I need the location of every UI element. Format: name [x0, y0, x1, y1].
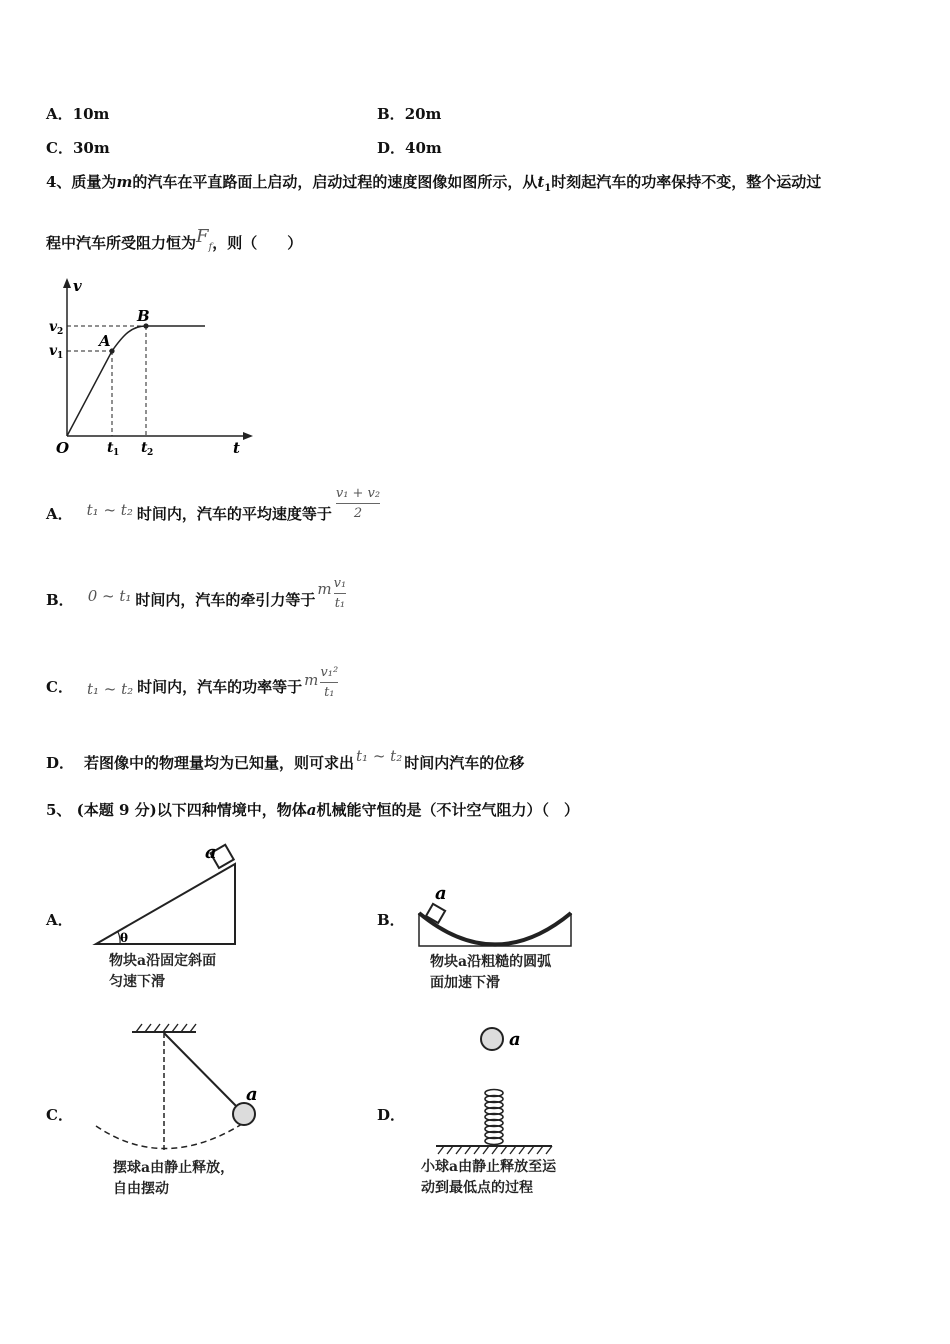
q4-option-a	[46, 485, 381, 538]
stem-text: 的汽车在平直路面上启动，启动过程的速度图像如图所示，从	[132, 173, 538, 191]
stem-text: ，则（ ）	[212, 234, 303, 252]
v2-subscript: 2	[57, 327, 64, 337]
t1-subscript: 1	[113, 448, 120, 458]
caption-line: 小球a由静止释放至运	[421, 1159, 557, 1175]
q5-b-caption	[430, 952, 551, 994]
v-axis-arrow	[63, 278, 71, 288]
pendulum-diagram	[92, 1016, 272, 1156]
fraction-avg-velocity	[336, 486, 380, 521]
q5-option-a-label: A．	[46, 911, 73, 929]
incline-triangle	[96, 864, 235, 944]
option-text: 若图像中的物理量均为已知量，则可求出	[84, 753, 355, 772]
fraction-bar	[334, 593, 347, 594]
origin-label: O	[56, 439, 70, 457]
axis-t-label: t	[233, 439, 240, 457]
object-a-label: a	[246, 1084, 258, 1105]
spring-diagram	[430, 1020, 560, 1156]
q4-stem-line2	[46, 226, 303, 255]
swing-arc	[96, 1124, 242, 1149]
incline-diagram	[92, 838, 252, 950]
ball	[481, 1028, 503, 1050]
t-axis-arrow	[243, 432, 253, 440]
q5-c-caption	[113, 1158, 234, 1200]
numerator: v₁²	[320, 664, 339, 680]
var-F: F	[196, 226, 209, 247]
option-label: A．	[46, 504, 73, 523]
caption-line: 面加速下滑	[430, 975, 500, 991]
q4-option-c	[46, 656, 338, 716]
subscript: 1	[544, 183, 552, 194]
velocity-time-graph	[40, 272, 270, 464]
option-label: B．	[46, 590, 74, 609]
stem-text: 5、 (本题 9 分)以下四种情境中，物体	[46, 801, 307, 819]
q5-d-caption	[421, 1157, 556, 1199]
ground-hatch	[438, 1146, 552, 1154]
denominator: t₁	[334, 595, 346, 611]
t2-label: t	[141, 440, 148, 456]
point-b-label: B	[137, 307, 150, 325]
caption-line: 匀速下滑	[109, 974, 165, 990]
point-a-label: A	[99, 332, 111, 350]
stem-text: 4、质量为	[46, 173, 117, 191]
denominator: 2	[353, 505, 363, 521]
object-a-label: a	[509, 1029, 521, 1050]
v1-label: v	[49, 343, 58, 359]
q3-option-b	[377, 103, 441, 124]
caption-line: 物块a沿粗糙的圆弧	[430, 954, 552, 970]
fraction-power	[320, 665, 338, 700]
caption-line: 摆球a由静止释放，	[113, 1160, 235, 1176]
axis-v-label: v	[73, 277, 82, 295]
option-label: C．	[46, 139, 73, 157]
option-text: 时间内，汽车的平均速度等于	[136, 504, 332, 523]
q5-option-d-label: D．	[377, 1106, 406, 1124]
q5-option-c-label: C．	[46, 1106, 73, 1124]
fraction-bar	[320, 682, 338, 683]
fraction-bar	[336, 503, 380, 504]
caption-line: 动到最低点的过程	[421, 1180, 533, 1196]
numerator: v₁ + v₂	[335, 485, 381, 501]
option-label: D．	[377, 139, 406, 157]
q5-option-b-label: B．	[377, 911, 405, 929]
time-range: t₁ ~ t₂	[86, 501, 133, 519]
coef-m: m	[304, 671, 319, 689]
stem-text: 时刻起汽车的功率保持不变，整个运动过	[551, 173, 822, 191]
v2-label: v	[49, 319, 58, 335]
t2-subscript: 2	[147, 448, 154, 458]
numerator: v₁	[333, 575, 347, 591]
arc-surface-diagram	[410, 876, 582, 950]
stem-text: 机械能守恒的是（不计空气阻力）（ ）	[316, 801, 579, 819]
angle-theta: θ	[120, 931, 129, 945]
pendulum-string	[164, 1033, 242, 1112]
fraction-force	[334, 576, 347, 611]
q3-option-d	[377, 137, 442, 158]
caption-line: 物块a沿固定斜面	[109, 953, 217, 969]
velocity-curve	[67, 326, 205, 436]
denominator: t₁	[324, 684, 335, 700]
option-value: 20m	[404, 105, 442, 123]
option-text: 时间内，汽车的牵引力等于	[135, 590, 316, 609]
stem-text: 程中汽车所受阻力恒为	[46, 234, 197, 252]
var-t: t	[537, 173, 545, 191]
time-range: t₁ ~ t₂	[356, 747, 403, 765]
q5-a-caption	[109, 951, 216, 993]
var-a: a	[306, 801, 317, 819]
pendulum-ball	[233, 1103, 255, 1125]
option-label: B．	[377, 105, 405, 123]
option-value: 10m	[72, 105, 110, 123]
q4-option-d	[46, 748, 524, 776]
option-text: 时间内汽车的位移	[404, 753, 525, 772]
t1-label: t	[107, 440, 114, 456]
ceiling-hatch	[136, 1024, 196, 1032]
object-a-label: a	[435, 883, 447, 904]
option-label: C．	[46, 677, 73, 696]
time-range: t₁ ~ t₂	[86, 680, 134, 698]
option-label: A．	[46, 105, 73, 123]
caption-line: 自由摆动	[113, 1181, 169, 1197]
option-value: 40m	[405, 139, 442, 157]
q4-option-b	[46, 574, 346, 624]
subscript: f	[208, 242, 213, 253]
q3-option-a	[46, 103, 109, 124]
coef-m: m	[317, 580, 332, 598]
option-text: 时间内，汽车的功率等于	[137, 677, 303, 696]
q3-option-c	[46, 137, 110, 158]
q4-stem-line1	[46, 171, 821, 194]
option-label: D．	[46, 753, 75, 772]
var-m: m	[116, 173, 133, 191]
q5-stem	[46, 799, 579, 820]
v1-subscript: 1	[57, 351, 64, 361]
object-a-label: a	[205, 842, 217, 863]
time-range: 0 ~ t₁	[87, 587, 132, 605]
spring-coil	[485, 1090, 503, 1145]
option-value: 30m	[72, 139, 110, 157]
